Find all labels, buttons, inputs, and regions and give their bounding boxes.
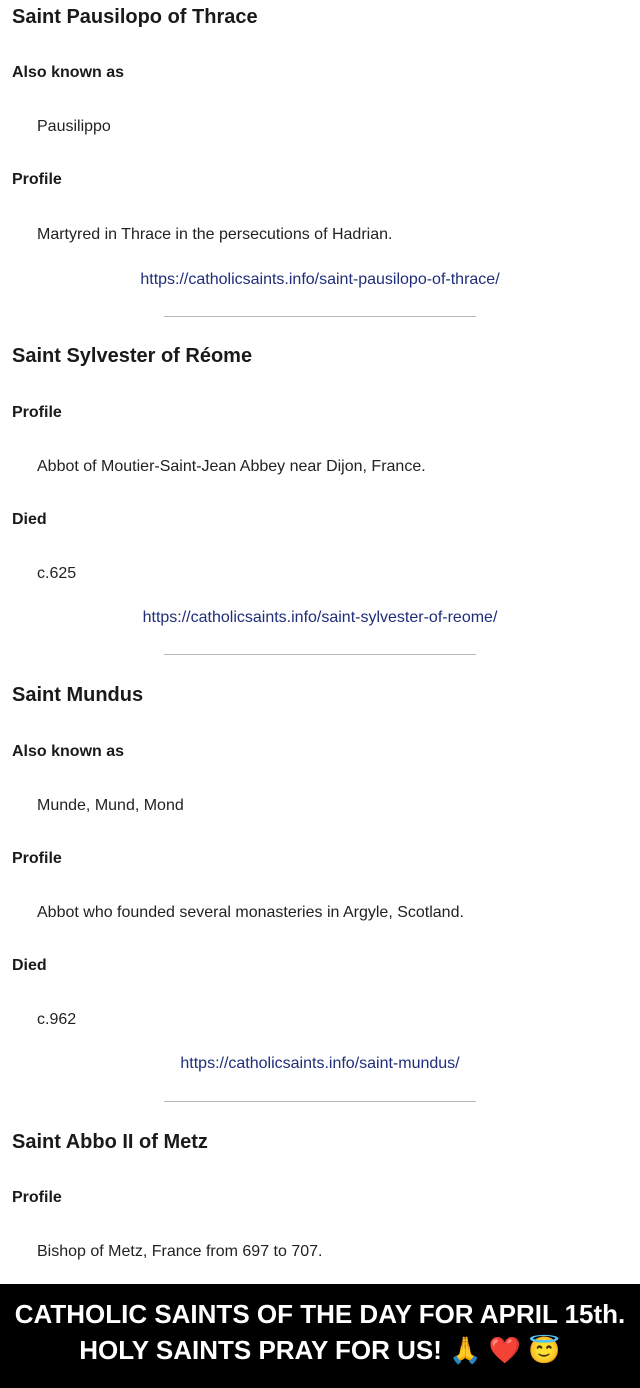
saint-3-title: Saint Mundus: [12, 684, 144, 706]
banner-line-1: CATHOLIC SAINTS OF THE DAY FOR APRIL 15th.: [14, 1299, 626, 1329]
saint-3-profile-label: Profile: [12, 850, 62, 867]
saint-1-link[interactable]: https://catholicsaints.info/saint-pausilopo-of-thrace/: [140, 271, 500, 288]
divider: [164, 316, 476, 317]
saint-2-profile-text: Abbot of Moutier-Saint-Jean Abbey near Dijon, France.: [37, 458, 426, 475]
divider: [164, 1101, 476, 1102]
saint-3-link[interactable]: https://catholicsaints.info/saint-mundus/: [180, 1055, 460, 1072]
saint-1-title: Saint Pausilopo of Thrace: [12, 6, 258, 28]
saint-1-aka-value: Pausilippo: [37, 118, 111, 135]
saint-3-aka-value: Munde, Mund, Mond: [37, 797, 184, 814]
saint-3-aka-label: Also known as: [12, 743, 125, 760]
saint-4-profile-label: Profile: [12, 1189, 62, 1206]
banner-line-2: HOLY SAINTS PRAY FOR US! 🙏 ❤️ 😇: [79, 1335, 561, 1365]
saint-2-died-value: c.625: [37, 565, 77, 582]
saint-4-profile-text: Bishop of Metz, France from 697 to 707.: [37, 1243, 323, 1260]
saint-4-title: Saint Abbo II of Metz: [12, 1131, 208, 1153]
saint-3-died-value: c.962: [37, 1011, 77, 1028]
saint-1-aka-label: Also known as: [12, 64, 125, 81]
saint-1-profile-text: Martyred in Thrace in the persecutions of Hadrian.: [37, 226, 393, 243]
saint-2-title: Saint Sylvester of Réome: [12, 345, 253, 367]
saint-2-died-label: Died: [12, 511, 47, 528]
caption-banner: [0, 1284, 640, 1388]
saint-3-profile-text: Abbot who founded several monasteries in Argyle, Scotland.: [37, 904, 464, 921]
saint-2-profile-label: Profile: [12, 404, 62, 421]
saint-2-link[interactable]: https://catholicsaints.info/saint-sylvester-of-reome/: [142, 609, 498, 626]
saint-3-died-label: Died: [12, 957, 47, 974]
divider: [164, 654, 476, 655]
saint-1-profile-label: Profile: [12, 171, 62, 188]
